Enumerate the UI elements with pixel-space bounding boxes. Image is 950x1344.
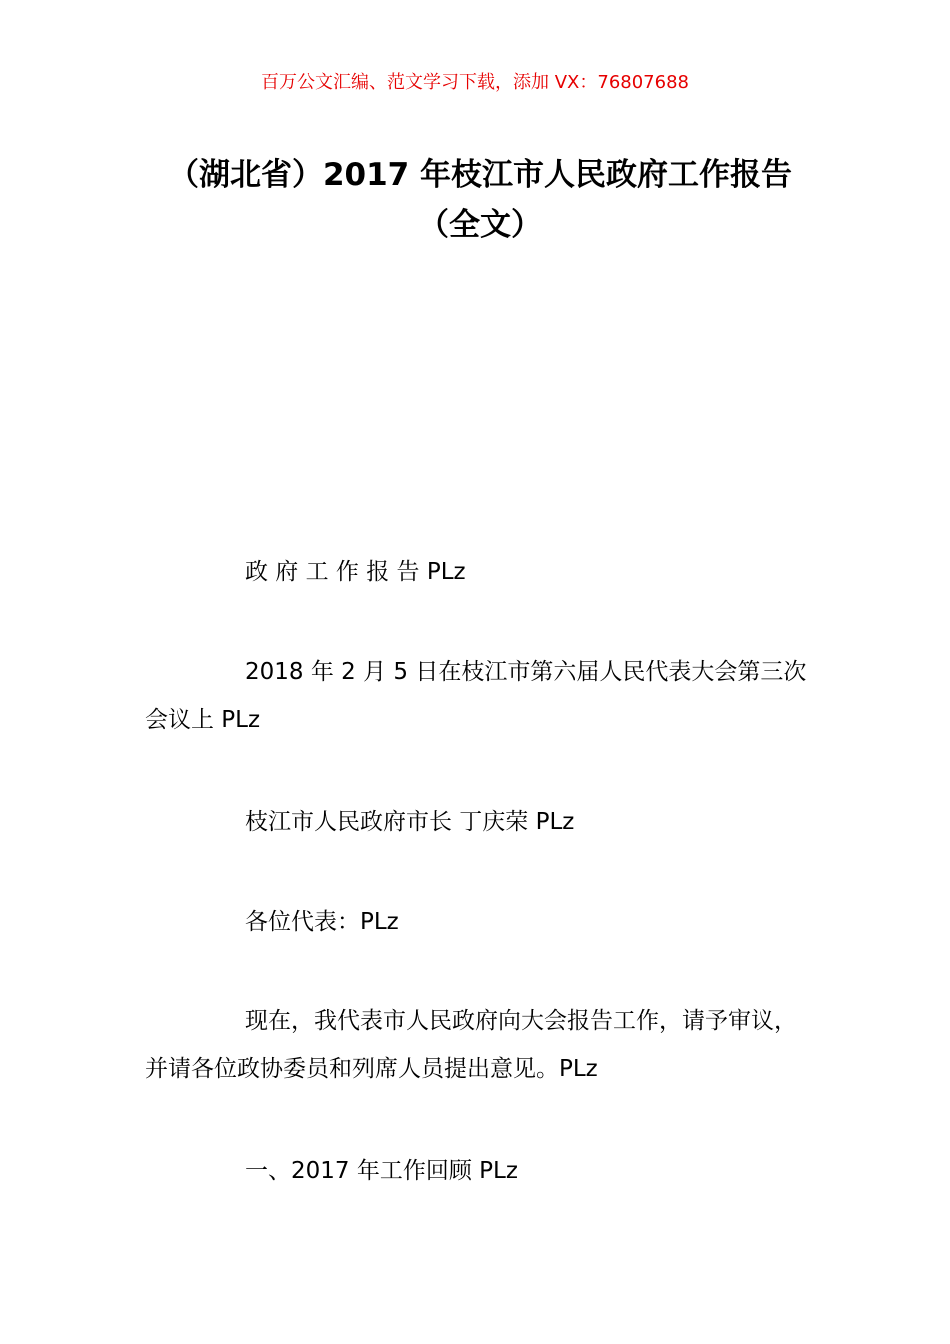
document-title: （湖北省）2017 年枝江市人民政府工作报告（全文） bbox=[167, 157, 793, 243]
opening-paragraph: 现在，我代表市人民政府向大会报告工作，请予审议，并请各位政协委员和列席人员提出意见。PLz bbox=[145, 1008, 797, 1082]
section-heading-review: 一、2017 年工作回顾 PLz bbox=[245, 1158, 518, 1184]
meeting-info-paragraph: 2018 年 2 月 5 日在枝江市第六届人民代表大会第三次会议上 PLz bbox=[145, 659, 807, 733]
speaker-line: 枝江市人民政府市长 丁庆荣 PLz bbox=[245, 809, 575, 835]
report-heading: 政 府 工 作 报 告 PLz bbox=[245, 559, 466, 585]
salutation: 各位代表：PLz bbox=[245, 909, 399, 935]
header-watermark-note: 百万公文汇编、范文学习下载，添加 VX：76807688 bbox=[261, 72, 689, 93]
